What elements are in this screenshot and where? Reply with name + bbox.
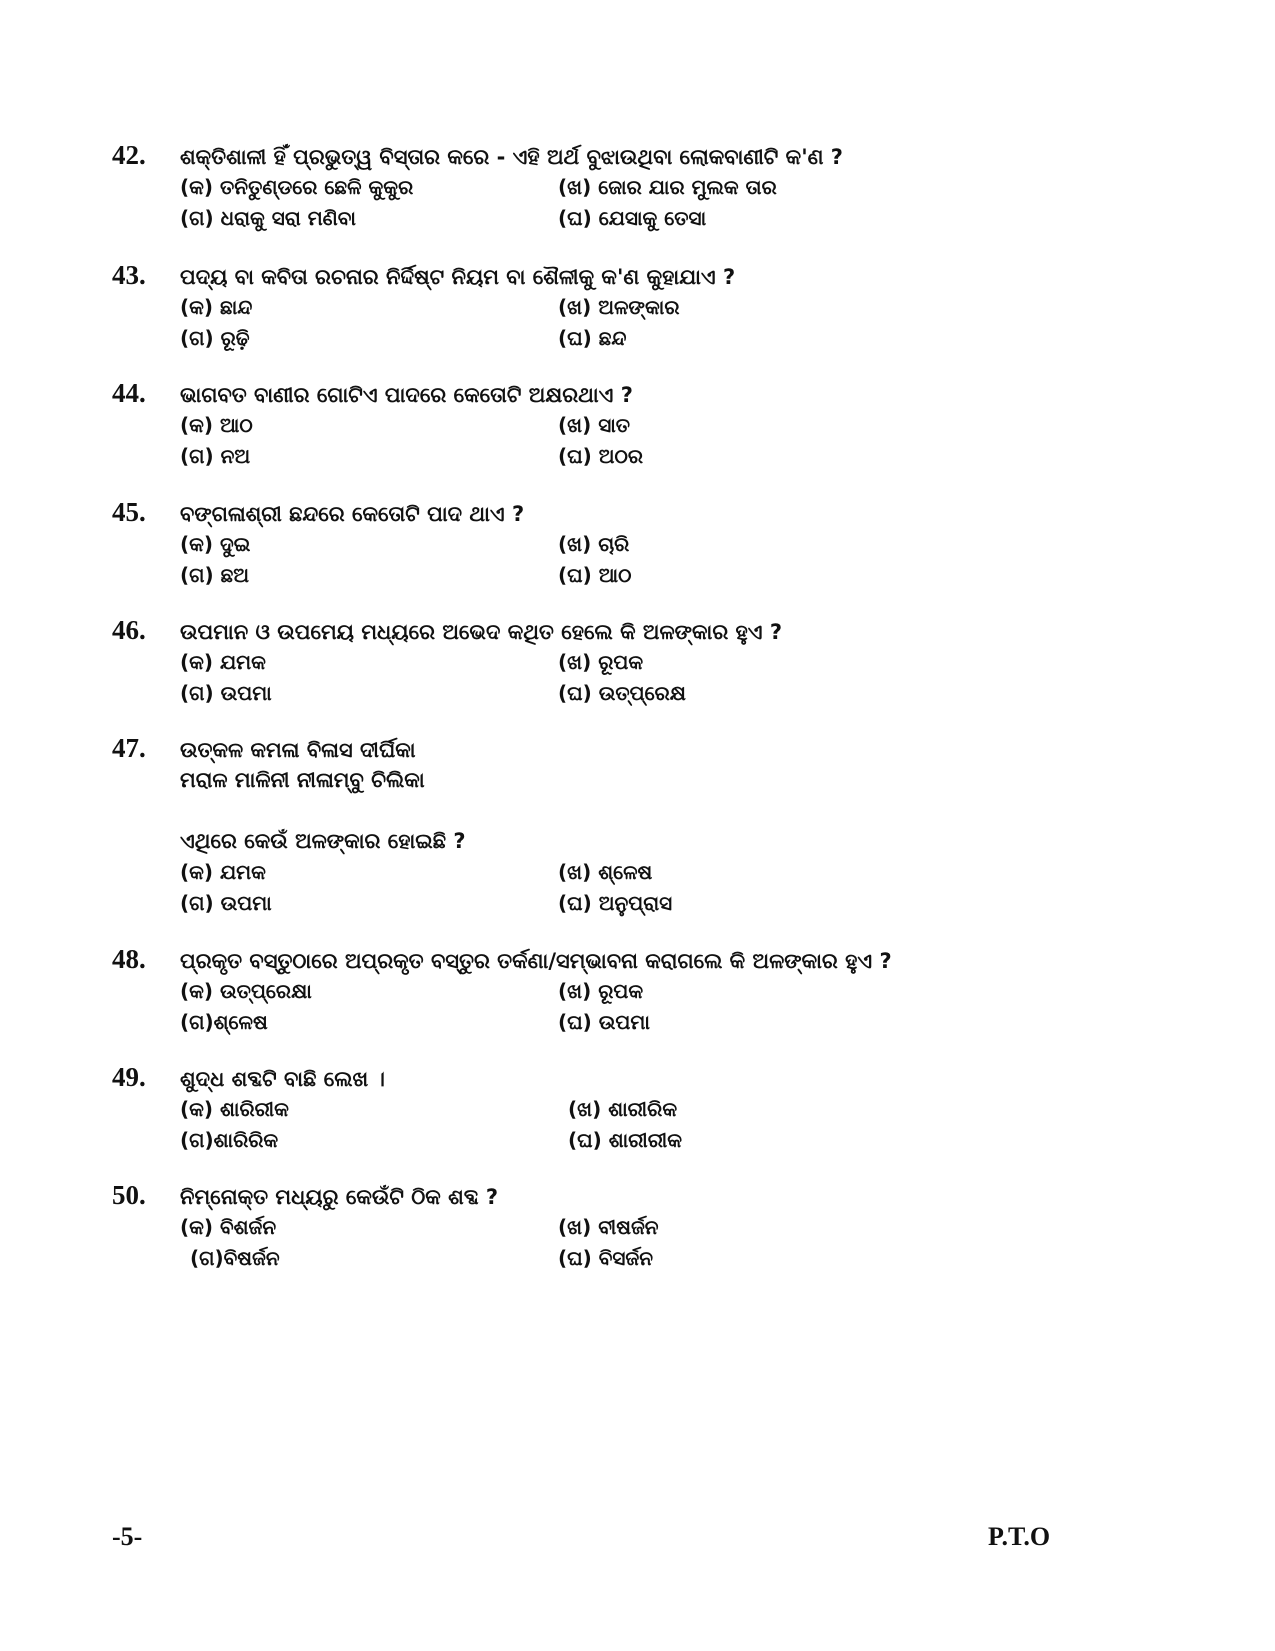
option-gha: (ଘ) ଯେସାକୁ ତେସା — [558, 206, 707, 230]
option-ga: (ଗ) ରୂଢ଼ି — [180, 326, 250, 350]
question-text: ଶୁଦ୍ଧ ଶବ୍ଦଟି ବାଛି ଲେଖ । — [180, 1067, 385, 1091]
option-kha: (ଖ) ସାତ — [558, 413, 631, 437]
option-ka: (କ) ଉତ୍‌ପ୍ରେକ୍ଷା — [180, 979, 312, 1003]
option-ka: (କ) ତନିତୁଣ୍ଡରେ ଛେଳି କୁକୁର — [180, 175, 414, 199]
question-text-line-2: ମରାଳ ମାଳିନୀ ନୀଳାମ୍ବୁ ଚିଲିକା — [180, 768, 425, 792]
option-kha: (ଖ) ଚାରି — [558, 532, 630, 556]
option-ga: (ଗ) ଉପମା — [180, 681, 272, 705]
question-number: 48. — [112, 944, 146, 974]
question-number: 49. — [112, 1062, 146, 1092]
option-ga: (ଗ) ଛଅ — [180, 563, 250, 587]
options — [112, 1212, 1112, 1274]
option-ka: (କ) ଶାରିରୀକ — [180, 1097, 289, 1121]
question-text: ପ୍ରକୃତ ବସ୍ତୁଠାରେ ଅପ୍ରକୃତ ବସ୍ତୁର ତର୍କଣା/ସମ୍ଭାବନା କରାଗଲେ କି ଅଳଙ୍କାର ହୁଏ ? — [180, 949, 892, 973]
option-kha: (ଖ) ଜୋର ଯାର ମୁଲକ ତାର — [558, 175, 777, 199]
option-ka: (କ) ଆଠ — [180, 413, 253, 437]
option-ka: (କ) ଦୁଇ — [180, 532, 251, 556]
option-kha: (ଖ) ବୀଷର୍ଜନ — [558, 1215, 659, 1239]
option-ga: (ଗ)ଶ୍ଳେଷ — [180, 1010, 268, 1034]
options — [112, 529, 1112, 591]
question-text: ଉପମାନ ଓ ଉପମେୟ ମଧ୍ୟରେ ଅଭେଦ କଥିତ ହେଲେ କି ଅଳଙ୍କାର ହୁଏ ? — [180, 620, 783, 644]
question-text: ଶକ୍ତିଶାଳୀ ହିଁ ପ୍ରଭୁତ୍ୱ ବିସ୍ତାର କରେ - ଏହି ଅର୍ଥ ବୁଝାଉଥିବା ଲୋକବାଣୀଟି କ'ଣ ? — [180, 145, 843, 169]
option-ka: (କ) ଯମକ — [180, 650, 266, 674]
page-number: -5- — [112, 1522, 143, 1551]
question-44 — [112, 378, 1112, 472]
question-number: 45. — [112, 497, 146, 527]
option-kha: (ଖ) ରୂପକ — [558, 979, 644, 1003]
options — [112, 976, 1112, 1038]
options — [112, 410, 1112, 472]
question-text-line-3: ଏଥିରେ କେଉଁ ଅଳଙ୍କାର ହୋଇଛି ? — [180, 829, 466, 853]
option-ga: (ଗ) ଉପମା — [180, 891, 272, 915]
option-kha: (ଖ) ରୂପକ — [558, 650, 644, 674]
question-50 — [112, 1180, 1112, 1274]
option-ga: (ଗ)ଶାରିରିକ — [180, 1128, 279, 1152]
question-number: 50. — [112, 1180, 146, 1210]
options — [112, 857, 1112, 919]
question-48 — [112, 944, 1112, 1038]
question-text: ଭାଗବତ ବାଣୀର ଗୋଟିଏ ପାଦରେ କେତୋଟି ଅକ୍ଷରଥାଏ ? — [180, 383, 633, 407]
option-kha: (ଖ) ଶାରୀରିକ — [568, 1097, 678, 1121]
question-number: 42. — [112, 140, 146, 170]
question-number: 46. — [112, 615, 146, 645]
question-43 — [112, 260, 1112, 354]
option-ka: (କ) ଛାନ୍ଦ — [180, 295, 253, 319]
option-kha: (ଖ) ଶ୍ଳେଷ — [558, 860, 653, 884]
question-number: 43. — [112, 260, 146, 290]
pto-label: P.T.O — [988, 1522, 1051, 1551]
options — [112, 292, 1112, 354]
option-gha: (ଘ) ଉପମା — [558, 1010, 650, 1034]
question-45 — [112, 497, 1112, 591]
question-46 — [112, 615, 1112, 709]
option-gha: (ଘ) ଛନ୍ଦ — [558, 326, 627, 350]
option-gha: (ଘ) ଉତ୍‌ପ୍ରେକ୍ଷ — [558, 681, 686, 705]
question-number: 44. — [112, 378, 146, 408]
option-gha: (ଘ) ଶାରୀରୀକ — [568, 1128, 683, 1152]
question-number: 47. — [112, 733, 146, 763]
options — [112, 1094, 1112, 1156]
options — [112, 172, 1112, 234]
option-gha: (ଘ) ଅନୁପ୍ରାସ — [558, 891, 673, 915]
option-ga: (ଗ)ବିଷର୍ଜନ — [190, 1246, 280, 1270]
option-gha: (ଘ) ଆଠ — [558, 563, 632, 587]
question-text: ଉତ୍କଳ କମଳା ବିଳାସ ଦୀର୍ଘିକା — [180, 738, 416, 762]
option-gha: (ଘ) ବିସର୍ଜନ — [558, 1246, 654, 1270]
option-ga: (ଗ) ନଅ — [180, 444, 251, 468]
option-kha: (ଖ) ଅଳଙ୍କାର — [558, 295, 680, 319]
options — [112, 647, 1112, 709]
option-ka: (କ) ଯମକ — [180, 860, 266, 884]
option-gha: (ଘ) ଅଠର — [558, 444, 644, 468]
question-47 — [112, 733, 1112, 919]
option-ka: (କ) ବିଶର୍ଜନ — [180, 1215, 277, 1239]
question-text: ପଦ୍ୟ ବା କବିତା ରଚନାର ନିର୍ଦ୍ଦିଷ୍ଟ ନିୟମ ବା ଶୈଳୀକୁ କ'ଣ କୁହାଯାଏ ? — [180, 265, 736, 289]
question-42 — [112, 140, 1112, 234]
question-text: ବଙ୍ଗଳାଶ୍ରୀ ଛନ୍ଦରେ କେତୋଟି ପାଦ ଥାଏ ? — [180, 502, 525, 526]
question-text: ନିମ୍ନୋକ୍ତ ମଧ୍ୟରୁ କେଉଁଟି ଠିକ ଶବ୍ଦ ? — [180, 1185, 499, 1209]
question-49 — [112, 1062, 1112, 1156]
option-ga: (ଗ) ଧରାକୁ ସରା ମଣିବା — [180, 206, 356, 230]
